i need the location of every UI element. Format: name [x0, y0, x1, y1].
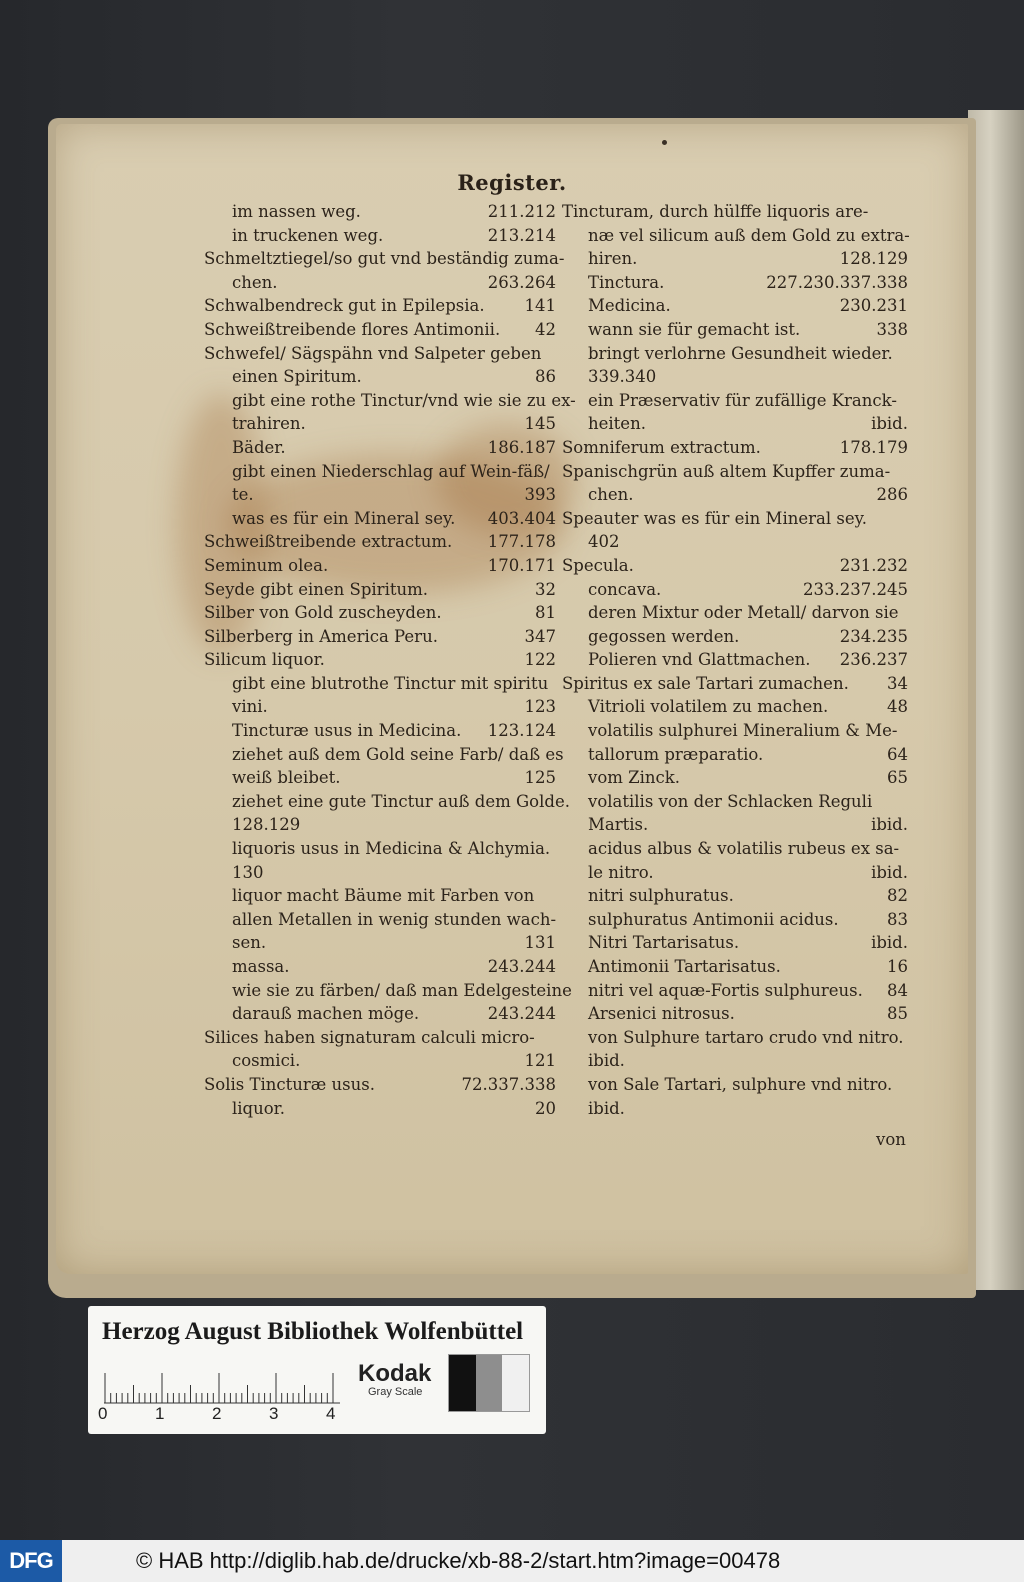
entry-page-ref: 48 [887, 697, 908, 717]
entry-term: liquoris usus in Medicina & Alchymia. [232, 839, 551, 859]
entry-term: nitri sulphuratus. [588, 886, 734, 906]
entry-term: Somniferum extractum. [562, 437, 761, 457]
entry-term: Tinctura. [588, 272, 665, 292]
entry-term: næ vel silicum auß dem Gold zu extra- [588, 225, 910, 245]
register-entry [556, 365, 908, 389]
register-entry [556, 530, 908, 554]
register-entry [556, 1097, 908, 1121]
entry-page-ref: 233.237.245 [803, 579, 908, 599]
entry-term: Polieren vnd Glattmachen. [588, 650, 811, 670]
entry-term: Martis. [588, 815, 649, 835]
register-entry [556, 507, 908, 531]
register-entry [556, 625, 908, 649]
entry-term: gibt eine blutrothe Tinctur mit spiritu [232, 673, 549, 693]
register-entry [556, 224, 908, 248]
entry-term: gegossen werden. [588, 626, 740, 646]
ruler-labels [98, 1404, 338, 1424]
entry-page-ref: ibid. [871, 933, 908, 953]
entry-term: ziehet auß dem Gold seine Farb/ daß es [232, 744, 564, 764]
register-entry [196, 507, 556, 531]
entry-term: chen. [232, 272, 278, 292]
register-entry [556, 389, 908, 413]
entry-page-ref: 72.337.338 [461, 1074, 556, 1094]
entry-term: cosmici. [232, 1051, 301, 1071]
register-entry [556, 908, 908, 932]
register-entry [196, 436, 556, 460]
entry-page-ref: 236.237 [839, 650, 908, 670]
entry-term: Specula. [562, 555, 634, 575]
register-entry [556, 1049, 908, 1073]
entry-page-ref: 347 [524, 626, 556, 646]
ruler-label: 0 [98, 1404, 108, 1423]
entry-term: trahiren. [232, 414, 306, 434]
register-entry [196, 460, 556, 484]
register-entry [196, 389, 576, 413]
entry-term: in truckenen weg. [232, 225, 384, 245]
entry-term: Schmeltztiegel/so gut vnd beständig zuma- [204, 249, 565, 269]
entry-page-ref: 186.187 [487, 437, 556, 457]
entry-page-ref: 82 [887, 886, 908, 906]
entry-term: Seminum olea. [204, 555, 329, 575]
entry-term: Silberberg in America Peru. [204, 626, 438, 646]
register-entry [196, 1073, 556, 1097]
register-entry [556, 884, 908, 908]
register-entry [196, 1049, 556, 1073]
entry-page-ref: 393 [524, 485, 556, 505]
register-entry [556, 412, 908, 436]
register-entry [556, 601, 908, 625]
entry-term: im nassen weg. [232, 202, 361, 221]
entry-page-ref: 20 [535, 1098, 556, 1118]
entry-term: tallorum præparatio. [588, 744, 764, 764]
entry-page-ref: 234.235 [839, 626, 908, 646]
register-entry [196, 412, 556, 436]
entry-term: massa. [232, 957, 290, 976]
entry-page-ref: 243.244 [487, 1004, 556, 1024]
entry-page-ref: 170.171 [487, 555, 556, 575]
entry-page-ref: 263.264 [487, 272, 556, 292]
register-entry [196, 625, 556, 649]
entry-term: 402 [588, 532, 620, 552]
entry-page-ref: 211.212 [487, 202, 556, 221]
register-entry [196, 601, 556, 625]
register-entry [196, 743, 564, 767]
entry-term: sulphuratus Antimonii acidus. [588, 909, 839, 929]
entry-page-ref: 227.230.337.338 [766, 272, 908, 292]
entry-page-ref: 83 [887, 909, 908, 929]
gray-scale-label: Gray Scale [368, 1386, 423, 1398]
entry-term: darauß machen möge. [232, 1004, 420, 1024]
entry-term: Schwefel/ Sägspähn vnd Salpeter geben [204, 343, 542, 363]
entry-page-ref: 64 [887, 744, 908, 764]
register-entry [556, 483, 908, 507]
entry-term: wann sie für gemacht ist. [588, 319, 801, 339]
entry-page-ref: 42 [535, 319, 556, 339]
register-entry [556, 695, 908, 719]
register-entry [556, 247, 908, 271]
entry-term: gibt einen Niederschlag auf Wein-fäß/ [232, 461, 550, 481]
entry-term: chen. [588, 485, 634, 505]
entry-term: Schweißtreibende extractum. [204, 532, 453, 552]
entry-page-ref: 230.231 [839, 296, 908, 316]
register-entry [556, 1073, 908, 1097]
entry-page-ref: 177.178 [487, 532, 556, 552]
entry-term: concava. [588, 579, 662, 599]
register-entry [196, 955, 556, 979]
entry-page-ref: 131 [524, 933, 556, 953]
ruler-label: 1 [155, 1404, 165, 1423]
register-entry [556, 979, 908, 1003]
register-entry [196, 365, 556, 389]
entry-term: Bäder. [232, 437, 286, 457]
register-entry [556, 460, 908, 484]
entry-term: acidus albus & volatilis rubeus ex sa- [588, 839, 900, 859]
gray-scale-patches [448, 1354, 530, 1412]
entry-term: ein Præservativ für zufällige Kranck- [588, 390, 897, 410]
register-entry [196, 342, 556, 366]
entry-term: volatilis von der Schlacken Reguli [588, 791, 873, 811]
entry-term: Spanischgrün auß altem Kupffer zuma- [562, 461, 891, 481]
register-entry [196, 318, 556, 342]
kodak-logo-text: Kodak [358, 1360, 432, 1387]
register-entry [556, 790, 908, 814]
register-entry [196, 530, 556, 554]
gray-patch [449, 1355, 476, 1411]
entry-term: 128.129 [232, 815, 301, 835]
register-entry [196, 884, 556, 908]
entry-page-ref: ibid. [871, 414, 908, 434]
register-entry [556, 672, 908, 696]
entry-page-ref: ibid. [871, 862, 908, 882]
entry-term: Tincturæ usus in Medicina. [232, 721, 462, 741]
register-entry [196, 271, 556, 295]
entry-term: le nitro. [588, 862, 654, 882]
register-entry [556, 766, 908, 790]
entry-term: Solis Tincturæ usus. [204, 1074, 375, 1094]
register-entry [556, 648, 908, 672]
entry-term: Silber von Gold zuscheyden. [204, 603, 442, 623]
register-entry [196, 554, 556, 578]
register-entry [196, 719, 556, 743]
register-column-right [556, 200, 908, 1120]
entry-term: Silices haben signaturam calculi micro- [204, 1027, 535, 1047]
register-entry [556, 318, 908, 342]
entry-term: sen. [232, 933, 267, 953]
catchword: von [876, 1130, 906, 1149]
entry-term: liquor. [232, 1098, 285, 1118]
copyright-link[interactable]: © HAB http://diglib.hab.de/drucke/xb-88-2/start.htm?image=00478 [136, 1548, 781, 1573]
gray-patch [502, 1355, 529, 1411]
entry-page-ref: 32 [535, 579, 556, 599]
register-entry [196, 790, 570, 814]
entry-page-ref: 403.404 [487, 508, 556, 528]
entry-term: Speauter was es für ein Mineral sey. [562, 508, 867, 528]
entry-page-ref: 122 [524, 650, 556, 670]
entry-page-ref: 86 [535, 367, 556, 387]
register-entry [196, 1026, 556, 1050]
entry-page-ref: 123.124 [487, 721, 556, 741]
register-entry [196, 908, 556, 932]
register-column-left [196, 200, 576, 1120]
entry-page-ref: 125 [524, 768, 556, 788]
entry-term: Antimonii Tartarisatus. [588, 957, 781, 976]
entry-term: deren Mixtur oder Metall/ darvon sie [588, 603, 899, 623]
register-entry [556, 1026, 908, 1050]
ruler-label: 3 [269, 1404, 279, 1423]
entry-page-ref: 16 [887, 957, 908, 976]
register-entry [196, 979, 572, 1003]
footer-bar [0, 1540, 1024, 1582]
ruler-scale [104, 1370, 340, 1404]
entry-page-ref: 121 [524, 1051, 556, 1071]
entry-term: allen Metallen in wenig stunden wach- [232, 909, 557, 929]
entry-page-ref: 286 [876, 485, 908, 505]
register-entry [556, 813, 908, 837]
entry-term: von Sale Tartari, sulphure vnd nitro. [588, 1074, 893, 1094]
entry-page-ref: 213.214 [487, 225, 556, 245]
entry-term: weiß bleibet. [232, 768, 341, 788]
entry-page-ref: 65 [887, 768, 908, 788]
register-entry [196, 1097, 556, 1121]
entry-page-ref: 34 [887, 673, 908, 693]
entry-term: 339.340 [588, 367, 657, 387]
register-entry [556, 342, 908, 366]
entry-term: Spiritus ex sale Tartari zumachen. [562, 673, 849, 693]
entry-term: Schweißtreibende flores Antimonii. [204, 319, 501, 339]
register-entry [196, 837, 556, 861]
register-entry [196, 224, 556, 248]
entry-page-ref: 84 [887, 980, 908, 1000]
register-entry [196, 931, 556, 955]
register-entry [556, 436, 908, 460]
register-entry [556, 743, 908, 767]
ink-dot [662, 140, 667, 145]
register-entry [196, 695, 556, 719]
entry-term: ibid. [588, 1051, 625, 1071]
entry-page-ref: 128.129 [839, 249, 908, 269]
register-entry [556, 931, 908, 955]
facing-page-edge [968, 110, 1024, 1290]
entry-page-ref: 145 [524, 414, 556, 434]
entry-page-ref: 141 [524, 296, 556, 316]
entry-term: bringt verlohrne Gesundheit wieder. [588, 343, 893, 363]
register-entry [196, 672, 556, 696]
entry-term: vini. [232, 697, 268, 717]
entry-page-ref: 123 [524, 697, 556, 717]
color-reference-card [88, 1306, 546, 1434]
gray-patch [476, 1355, 503, 1411]
entry-term: was es für ein Mineral sey. [232, 508, 456, 528]
entry-term: te. [232, 485, 254, 505]
entry-page-ref: ibid. [871, 815, 908, 835]
entry-term: von Sulphure tartaro crudo vnd nitro. [588, 1027, 904, 1047]
entry-term: nitri vel aquæ-Fortis sulphureus. [588, 980, 863, 1000]
register-entry [196, 483, 556, 507]
register-entry [556, 1002, 908, 1026]
page-title: Register. [457, 170, 567, 195]
register-entry [556, 271, 908, 295]
entry-term: Tincturam, durch hülffe liquoris are- [562, 202, 869, 221]
register-entry [196, 247, 565, 271]
register-entry [196, 861, 556, 885]
ruler-label: 2 [212, 1404, 222, 1423]
entry-term: 130 [232, 862, 264, 882]
register-entry [556, 200, 908, 224]
entry-term: volatilis sulphurei Mineralium & Me- [588, 721, 898, 741]
entry-term: einen Spiritum. [232, 367, 362, 387]
entry-term: Vitrioli volatilem zu machen. [588, 697, 829, 717]
register-entry [196, 813, 556, 837]
entry-term: wie sie zu färben/ daß man Edelgesteine [232, 980, 572, 1000]
register-entry [196, 766, 556, 790]
register-entry [556, 719, 908, 743]
entry-page-ref: 85 [887, 1004, 908, 1024]
entry-term: Silicum liquor. [204, 650, 325, 670]
entry-term: gibt eine rothe Tinctur/vnd wie sie zu ex- [232, 390, 576, 410]
entry-term: liquor macht Bäume mit Farben von [232, 886, 535, 906]
register-entry [196, 1002, 556, 1026]
entry-page-ref: 338 [876, 319, 908, 339]
register-entry [196, 648, 556, 672]
register-entry [556, 294, 908, 318]
entry-term: Medicina. [588, 296, 671, 316]
ruler-label: 4 [326, 1404, 336, 1423]
entry-term: heiten. [588, 414, 646, 434]
register-entry [556, 554, 908, 578]
entry-term: Nitri Tartarisatus. [588, 933, 740, 953]
register-entry [196, 200, 556, 224]
entry-page-ref: 231.232 [839, 555, 908, 575]
register-entry [196, 294, 556, 318]
entry-page-ref: 178.179 [839, 437, 908, 457]
entry-term: Schwalbendreck gut in Epilepsia. [204, 296, 485, 316]
entry-term: Seyde gibt einen Spiritum. [204, 579, 428, 599]
entry-page-ref: 81 [535, 603, 556, 623]
register-entry [556, 955, 908, 979]
entry-term: ziehet eine gute Tinctur auß dem Golde. [232, 791, 570, 811]
register-entry [556, 861, 908, 885]
register-entry [556, 578, 908, 602]
entry-term: ibid. [588, 1098, 625, 1118]
register-entry [556, 837, 908, 861]
library-name: Herzog August Bibliothek Wolfenbüttel [102, 1318, 524, 1345]
dfg-logo: DFG [0, 1540, 62, 1582]
entry-page-ref: 243.244 [487, 957, 556, 976]
entry-term: Arsenici nitrosus. [588, 1004, 735, 1024]
entry-term: vom Zinck. [588, 768, 680, 788]
register-entry [196, 578, 556, 602]
entry-term: hiren. [588, 249, 638, 269]
